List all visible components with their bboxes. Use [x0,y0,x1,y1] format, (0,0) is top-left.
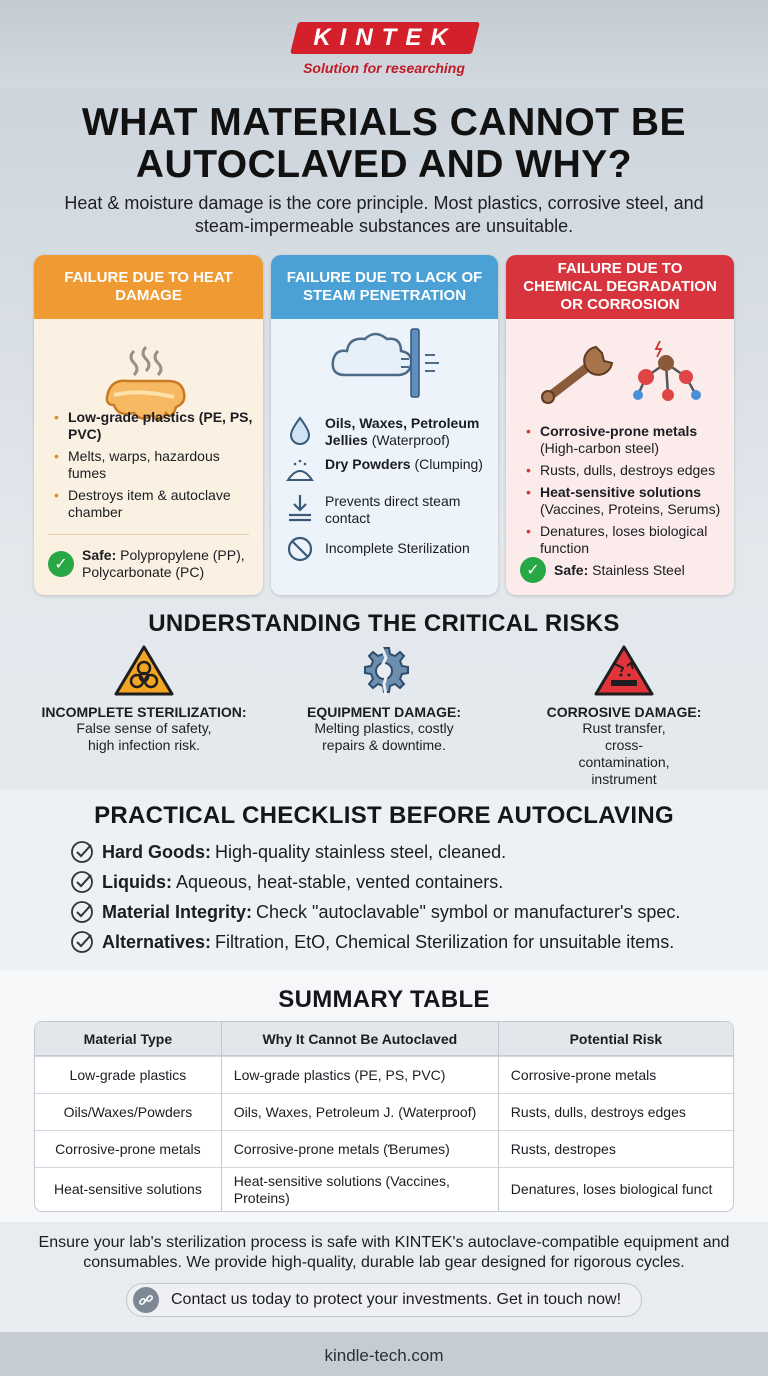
card-header: FAILURE DUE TO HEAT DAMAGE [34,255,263,319]
checklist-item: Material Integrity: Check "autoclavable" symbol or manufacturer's spec. [70,900,680,924]
table-row [35,1093,733,1130]
table-cell: Low-grade plastics [35,1056,221,1093]
cta-text: Ensure your lab's sterilization process is safe with KINTEK's autoclave-compatible equipment and consumables. We provide high-quality, durable lab gear designed for rigorous cycles. [38,1234,730,1271]
column-header: Why It Cannot Be Autoclaved [221,1022,498,1056]
list-item: • Rusts, dulls, destroys edges [526,462,726,479]
table-cell: Oils, Waxes, Petroleum J. (Waterproof) [221,1093,498,1130]
divider [48,534,249,535]
risk-title: CORROSIVE DAMAGE: [546,704,702,720]
list-item: • Corrosive-prone metals (High-carbon steel) [526,423,726,457]
column-header: Material Type [35,1022,221,1056]
check-circle-icon [70,900,94,924]
check-circle-icon [70,930,94,954]
checklist-item: Hard Goods: High-quality stainless steel, cleaned. [70,840,506,864]
check-circle-icon: ✓ [48,551,74,577]
card-heat-damage [34,255,263,595]
risk-title: EQUIPMENT DAMAGE: [307,704,461,720]
page-subtitle: Heat & moisture damage is the core principle. Most plastics, corrosive steel, and steam-impermeable substances are unsuitable. [64,193,704,236]
corrosive-warning-icon [593,644,655,698]
contact-button[interactable] [126,1283,642,1317]
column-header: Potential Risk [498,1022,733,1056]
table-cell: Corrosive-prone metals [498,1056,733,1093]
link-icon [133,1287,159,1313]
table-cell: Denatures, loses biological funct [498,1167,733,1211]
table-cell: Rusts, destropes [498,1130,733,1167]
biohazard-warning-icon [113,644,175,698]
table-cell: Rusts, dulls, destroys edges [498,1093,733,1130]
list-item: • Melts, warps, hazardous fumes [54,448,255,482]
safe-note: ✓ Safe: Stainless Steel [520,557,728,583]
list-item: • Heat-sensitive solutions (Vaccines, Proteins, Serums) [526,484,726,518]
steam-blocked-icon [327,325,447,401]
list-item: Oils, Waxes, Petroleum Jellies (Waterproof) [285,415,490,449]
brand-logo: KINTEK [313,24,457,51]
risk-desc: False sense of safety, high infection risk. [76,720,212,753]
list-item: • Destroys item & autoclave chamber [54,487,255,521]
check-circle-icon [70,840,94,864]
table-cell: Heat-sensitive solutions [35,1167,221,1211]
table-cell: Corrosive-prone metals [35,1130,221,1167]
table-cell: Heat-sensitive solutions (Vaccines, Proteins) [221,1167,498,1211]
list-item: Incomplete Sterilization [285,534,490,564]
card-steam-penetration [271,255,498,595]
table-cell: Corrosive-prone metals (Ɓerumes) [221,1130,498,1167]
list-item: • Low-grade plastics (PE, PS, PVC) [54,409,255,443]
card-chemical-corrosion [506,255,734,595]
broken-gear-icon [356,644,412,698]
safe-note: ✓ Safe: Polypropylene (PP), Polycarbonate (PC) [48,547,257,581]
table-cell: Low-grade plastics (PE, PS, PVC) [221,1056,498,1093]
summary-table [34,1021,734,1212]
checklist-title: PRACTICAL CHECKLIST BEFORE AUTOCLAVING [94,802,674,829]
prohibited-icon [285,534,315,564]
table-row [35,1167,733,1211]
checklist-item: Liquids: Aqueous, heat-stable, vented containers. [70,870,503,894]
table-header-row [35,1022,733,1056]
list-item: Prevents direct steam contact [285,493,490,527]
table-title: SUMMARY TABLE [278,986,490,1013]
checklist-item: Alternatives: Filtration, EtO, Chemical Sterilization for unsuitable items. [70,930,674,954]
risk-equipment-damage [264,644,504,754]
check-circle-icon: ✓ [520,557,546,583]
risks-title: UNDERSTANDING THE CRITICAL RISKS [148,610,620,637]
risk-incomplete-sterilization [24,644,264,754]
table-row [35,1056,733,1093]
check-circle-icon [70,870,94,894]
brand-tagline: Solution for researching [303,60,465,76]
risk-desc: Melting plastics, costly repairs & downtime. [314,720,454,753]
page-title: WHAT MATERIALS CANNOT BE AUTOCLAVED AND WHY? [81,101,687,186]
risk-desc: Rust transfer, cross-contamination, instrument [578,720,670,787]
list-item: Dry Powders (Clumping) [285,456,490,486]
table-row [35,1130,733,1167]
droplet-icon [285,415,315,445]
table-cell: Oils/Waxes/Powders [35,1093,221,1130]
card-header: FAILURE DUE TO CHEMICAL DEGRADATION OR CORROSION [506,255,734,319]
arrow-down-barrier-icon [285,493,315,523]
risk-corrosive-damage [504,644,744,805]
risk-title: INCOMPLETE STERILIZATION: [41,704,247,720]
powder-pile-icon [285,456,315,486]
list-item: • Denatures, loses biological function [526,523,726,557]
wrench-molecule-icon [534,339,706,409]
card-header: FAILURE DUE TO LACK OF STEAM PENETRATION [271,255,498,319]
contact-button-label: Contact us today to protect your investments. Get in touch now! [171,1291,622,1308]
site-url[interactable]: kindle-tech.com [324,1346,444,1365]
